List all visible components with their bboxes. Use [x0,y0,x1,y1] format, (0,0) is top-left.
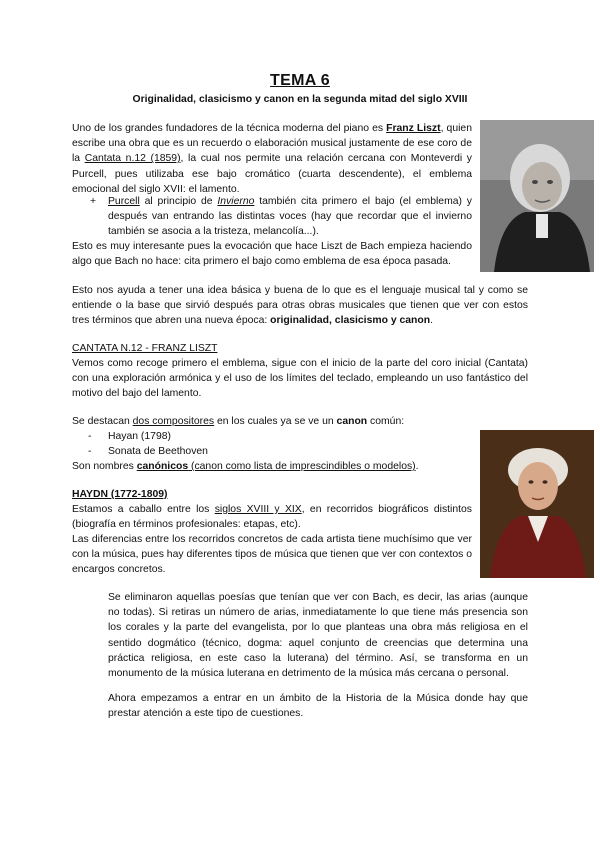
haydn-text-2: , en recorridos biográficos distintos (biografía en términos profesionales: etapas, etc). [72,504,472,531]
intro-text-2: , quien escribe una obra que es un recuerdo o elaboración musical justamente de ese coro de la [72,123,472,165]
canonical-text-2: . [415,461,419,472]
intro-text-3: , la cual nos permite una relación cercana con Monteverdi y Purcell, pues utilizaba ese bajo cromático (cuarta descendente), el emblema emocional del siglo XVII: el lamento. [72,153,472,195]
cantata-paragraph: Vemos como recoge primero el emblema, sigue con el inicio de la parte del coro inicial (Cantata) con una exploración armónica y el uso de los límites del teclado, empleando un uso fantástico del motivo del bajo del lamento. [72,358,528,400]
canon-definition: (canon como lista de imprescindibles o modelos) [188,461,416,472]
page-subtitle: Originalidad, clasicismo y canon en la segunda mitad del siglo XVIII [132,94,468,105]
new-era-terms: originalidad, clasicismo y canon [270,315,431,327]
haydn-portrait-image [480,430,594,578]
new-era-text-2: . [430,315,433,327]
liszt-name: Franz Liszt [386,123,441,134]
arias-paragraph: Se eliminaron aquellas poesías que tenían que ver con Bach, es decir, las arias (aunque no todas). Si retiras un número de arias, inmediatamente lo que tiene más presencia son los corales y la parte del evangelista, por lo que planteas una obra más religiosa en el sentido dogmático (técnico, dogma: aquel conjunto de creencias que determina una práctica religiosa, en este caso la luterana) del término. Así, se transforma en un monumento de la música luterana en detrimento de la música más cercana o personal. [108,592,528,680]
new-era-text-1: Esto nos ayuda a tener una idea básica y buena de lo que es el lenguaje musical tal y como se entiende o la base que sirvió después para otras obras musicales que tienen que ver con estos tres términos que abren una nueva época: [72,285,528,327]
liszt-portrait-image [480,120,594,272]
bullet-text-2: también cita primero el bajo (el emblema) y después van entrando las distintas voces (hay que recordar que el invierno también se asocia a la tristeza, melancolía...). [108,196,472,238]
canonical-text-1: Son nombres [72,461,137,472]
liszt-bach-paragraph: Esto es muy interesante pues la evocación que hace Liszt de Bach empieza haciendo algo que Bach no hace: cita primero el bajo como emblema de esa época pasada. [72,241,472,268]
haydn-paragraph-2: Las diferencias entre los recorridos concretos de cada artista tiene muchísimo que ver con la música, pues hay diferentes tipos de música que tienen que ver con contextos o encargos concretos. [72,534,472,576]
list-item [88,429,468,444]
dash-mark: - [88,431,92,442]
intro-text-1: Uno de los grandes fundadores de la técnica moderna del piano es [72,123,387,134]
intro-paragraph [72,121,472,197]
composer-label: Hayan (1798) [108,431,171,442]
plus-bullet-mark: + [90,196,97,207]
bullet-text-1: al principio de [139,196,218,207]
composers-list [88,429,468,459]
purcell-bullet [90,194,472,240]
purcell-bullet-text [108,194,472,240]
composers-text-2: en los cuales ya se ve un [214,416,337,427]
haydn-heading: HAYDN (1772-1809) [72,489,168,500]
page-title: TEMA 6 [270,72,330,89]
canonical-word: canónicos [136,461,189,472]
composers-text-3: común: [367,416,405,427]
invierno-title: Invierno [217,196,255,207]
purcell-name: Purcell [108,196,140,207]
haydn-paragraph-1 [72,502,472,532]
canonical-paragraph [72,459,472,474]
dash-mark: - [88,446,92,458]
two-composers: dos compositores [132,416,215,427]
haydn-text-1: Estamos a caballo entre los [72,504,215,515]
closing-paragraph: Ahora empezamos a entrar en un ámbito de la Historia de la Música donde hay que prestar atención a este tipo de cuestiones. [108,693,528,720]
canon-word: canon [336,416,368,427]
cantata-heading: CANTATA N.12 - FRANZ LISZT [72,343,218,354]
centuries-reference: siglos XVIII y XIX [214,504,302,515]
new-era-paragraph [72,283,528,329]
cantata-reference: Cantata n.12 (1859) [84,153,181,165]
list-item [88,444,468,459]
composers-text-1: Se destacan [72,416,133,427]
composer-label: Sonata de Beethoven [108,446,208,458]
composers-intro [72,414,472,429]
